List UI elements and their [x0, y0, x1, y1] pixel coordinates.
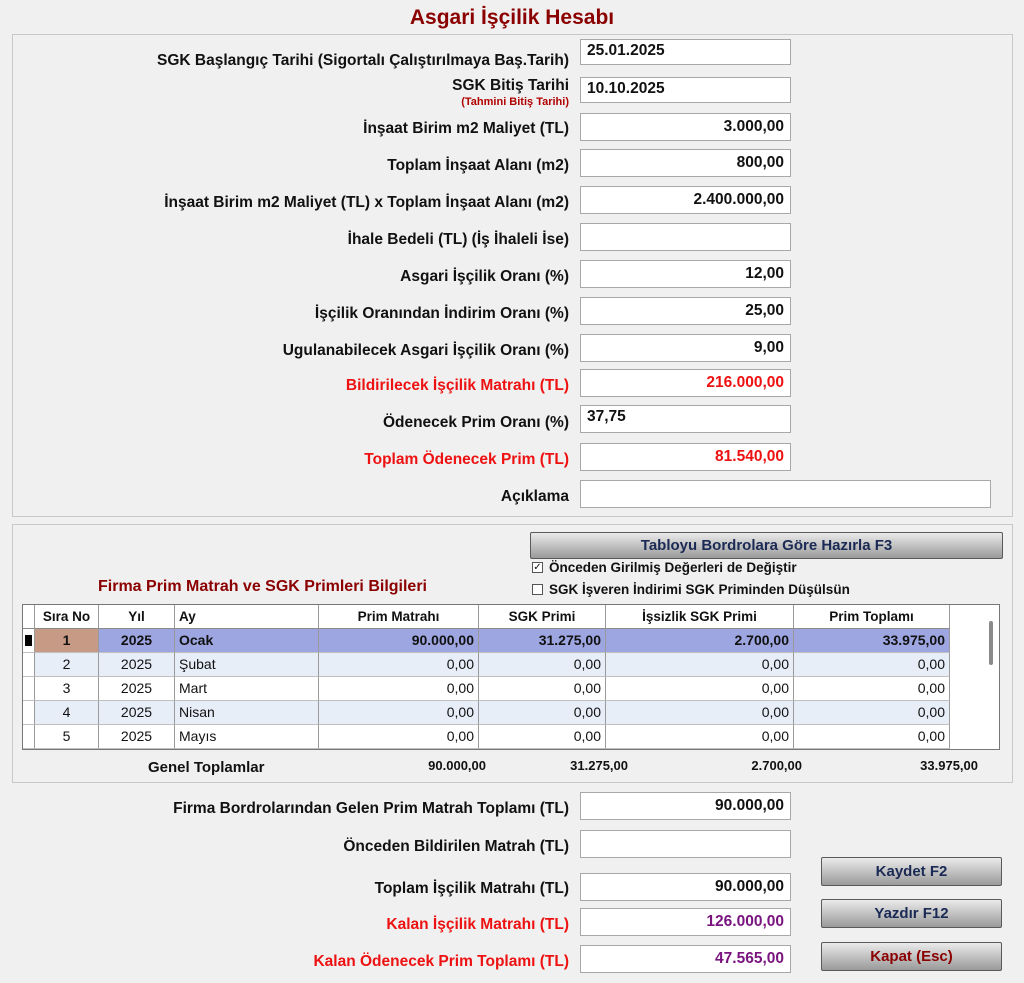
- total-prim-matrahi: 90.000,00: [428, 758, 486, 773]
- payroll-base-label: Firma Bordrolarından Gelen Prim Matrah Toplamı (TL): [173, 800, 569, 817]
- cell-prim-matrahi[interactable]: 0,00: [319, 725, 479, 749]
- checkbox-change-previous-label: Önceden Girilmiş Değerleri de Değiştir: [549, 560, 797, 575]
- column-header-yil[interactable]: Yıl: [99, 605, 175, 629]
- column-header-sira[interactable]: Sıra No: [35, 605, 99, 629]
- table-header-row: [23, 605, 950, 629]
- column-header-sgk-primi[interactable]: SGK Primi: [479, 605, 606, 629]
- min-labor-rate-input[interactable]: 12,00: [580, 260, 791, 288]
- applicable-rate-label: Ugulanabilecek Asgari İşçilik Oranı (%): [282, 342, 569, 359]
- cell-prim-toplami[interactable]: 0,00: [794, 677, 950, 701]
- cell-prim-toplami[interactable]: 0,00: [794, 725, 950, 749]
- area-input[interactable]: 800,00: [580, 149, 791, 177]
- checkbox-unchecked-icon[interactable]: [532, 584, 543, 595]
- row-indicator-header: [23, 605, 35, 629]
- total-premium-input[interactable]: 81.540,00: [580, 443, 791, 471]
- cell-prim-toplami[interactable]: 0,00: [794, 701, 950, 725]
- cell-sgk-primi[interactable]: 0,00: [479, 725, 606, 749]
- cell-issizlik[interactable]: 0,00: [606, 653, 794, 677]
- table-scrollbar[interactable]: [989, 621, 993, 665]
- cell-yil[interactable]: 2025: [99, 653, 175, 677]
- cell-sgk-primi[interactable]: 31.275,00: [479, 629, 606, 653]
- table-row[interactable]: [23, 725, 950, 749]
- sgk-end-sublabel: (Tahmini Bitiş Tarihi): [461, 96, 569, 108]
- sgk-start-label: SGK Başlangıç Tarihi (Sigortalı Çalıştırılmaya Baş.Tarih): [156, 52, 569, 69]
- description-label: Açıklama: [500, 488, 569, 505]
- cell-ay[interactable]: Ocak: [175, 629, 319, 653]
- current-row-icon: [25, 635, 32, 646]
- close-button[interactable]: Kapat (Esc): [821, 942, 1002, 971]
- remaining-base-label: Kalan İşçilik Matrahı (TL): [386, 916, 569, 933]
- cell-yil[interactable]: 2025: [99, 677, 175, 701]
- declared-base-input[interactable]: 216.000,00: [580, 369, 791, 397]
- total-issizlik: 2.700,00: [751, 758, 802, 773]
- cell-prim-toplami[interactable]: 33.975,00: [794, 629, 950, 653]
- column-header-issizlik[interactable]: İşsizlik SGK Primi: [606, 605, 794, 629]
- row-indicator: [23, 677, 35, 701]
- cell-issizlik[interactable]: 2.700,00: [606, 629, 794, 653]
- applicable-rate-input[interactable]: 9,00: [580, 334, 791, 362]
- totals-label: Genel Toplamlar: [148, 759, 265, 776]
- premium-rate-input[interactable]: 37,75: [580, 405, 791, 433]
- cell-yil[interactable]: 2025: [99, 725, 175, 749]
- cost-x-area-input[interactable]: 2.400.000,00: [580, 186, 791, 214]
- remaining-premium-input[interactable]: 47.565,00: [580, 945, 791, 973]
- sgk-end-input[interactable]: 10.10.2025: [580, 77, 791, 103]
- prev-declared-input[interactable]: [580, 830, 791, 858]
- cell-yil[interactable]: 2025: [99, 701, 175, 725]
- discount-rate-label: İşçilik Oranından İndirim Oranı (%): [314, 305, 569, 322]
- cell-sgk-primi[interactable]: 0,00: [479, 677, 606, 701]
- remaining-base-input[interactable]: 126.000,00: [580, 908, 791, 936]
- total-sgk-primi: 31.275,00: [570, 758, 628, 773]
- cell-sira[interactable]: 2: [35, 653, 99, 677]
- cost-x-area-label: İnşaat Birim m2 Maliyet (TL) x Toplam İnşaat Alanı (m2): [164, 194, 569, 211]
- prev-declared-label: Önceden Bildirilen Matrah (TL): [343, 838, 569, 855]
- row-indicator: [23, 653, 35, 677]
- cell-prim-matrahi[interactable]: 0,00: [319, 677, 479, 701]
- cell-sira[interactable]: 5: [35, 725, 99, 749]
- cell-issizlik[interactable]: 0,00: [606, 677, 794, 701]
- unit-cost-label: İnşaat Birim m2 Maliyet (TL): [363, 120, 569, 137]
- print-button[interactable]: Yazdır F12: [821, 899, 1002, 928]
- remaining-premium-label: Kalan Ödenecek Prim Toplamı (TL): [313, 953, 569, 970]
- premium-table[interactable]: [22, 604, 1000, 750]
- min-labor-rate-label: Asgari İşçilik Oranı (%): [400, 268, 569, 285]
- row-indicator: [23, 725, 35, 749]
- prepare-table-button[interactable]: Tabloyu Bordrolara Göre Hazırla F3: [530, 532, 1003, 559]
- tender-label: İhale Bedeli (TL) (İş İhaleli İse): [347, 231, 569, 248]
- cell-issizlik[interactable]: 0,00: [606, 725, 794, 749]
- cell-ay[interactable]: Mart: [175, 677, 319, 701]
- cell-sgk-primi[interactable]: 0,00: [479, 701, 606, 725]
- table-section-title: Firma Prim Matrah ve SGK Primleri Bilgileri: [98, 578, 427, 595]
- checkbox-change-previous[interactable]: [532, 560, 797, 575]
- checkbox-checked-icon[interactable]: ✓: [533, 562, 542, 573]
- row-indicator: [23, 629, 35, 653]
- cell-ay[interactable]: Şubat: [175, 653, 319, 677]
- area-label: Toplam İnşaat Alanı (m2): [387, 157, 569, 174]
- sgk-start-input[interactable]: 25.01.2025: [580, 39, 791, 65]
- discount-rate-input[interactable]: 25,00: [580, 297, 791, 325]
- column-header-prim-matrahi[interactable]: Prim Matrahı: [319, 605, 479, 629]
- column-header-prim-toplami[interactable]: Prim Toplamı: [794, 605, 950, 629]
- cell-prim-toplami[interactable]: 0,00: [794, 653, 950, 677]
- premium-rate-label: Ödenecek Prim Oranı (%): [382, 414, 569, 431]
- row-indicator: [23, 701, 35, 725]
- cell-prim-matrahi[interactable]: 0,00: [319, 701, 479, 725]
- description-input[interactable]: [580, 480, 991, 508]
- table-row[interactable]: [23, 701, 950, 725]
- table-row[interactable]: [23, 629, 950, 653]
- checkbox-employer-discount[interactable]: [532, 582, 850, 597]
- cell-prim-matrahi[interactable]: 90.000,00: [319, 629, 479, 653]
- window-title: Asgari İşçilik Hesabı: [409, 6, 615, 29]
- cell-ay[interactable]: Mayıs: [175, 725, 319, 749]
- total-labor-base-input[interactable]: 90.000,00: [580, 873, 791, 901]
- unit-cost-input[interactable]: 3.000,00: [580, 113, 791, 141]
- table-row[interactable]: [23, 653, 950, 677]
- total-labor-base-label: Toplam İşçilik Matrahı (TL): [374, 880, 569, 897]
- total-prim-toplami: 33.975,00: [920, 758, 978, 773]
- total-premium-label: Toplam Ödenecek Prim (TL): [364, 451, 569, 468]
- table-row[interactable]: [23, 677, 950, 701]
- cell-ay[interactable]: Nisan: [175, 701, 319, 725]
- cell-sira[interactable]: 3: [35, 677, 99, 701]
- cell-sgk-primi[interactable]: 0,00: [479, 653, 606, 677]
- tender-input[interactable]: [580, 223, 791, 251]
- cell-issizlik[interactable]: 0,00: [606, 701, 794, 725]
- cell-sira[interactable]: 4: [35, 701, 99, 725]
- column-header-ay[interactable]: Ay: [175, 605, 319, 629]
- checkbox-employer-discount-label: SGK İşveren İndirimi SGK Priminden Düşülsün: [549, 582, 850, 597]
- sgk-end-label: SGK Bitiş Tarihi: [452, 77, 569, 94]
- cell-yil[interactable]: 2025: [99, 629, 175, 653]
- cell-prim-matrahi[interactable]: 0,00: [319, 653, 479, 677]
- save-button[interactable]: Kaydet F2: [821, 857, 1002, 886]
- cell-sira[interactable]: 1: [35, 629, 99, 653]
- declared-base-label: Bildirilecek İşçilik Matrahı (TL): [345, 377, 569, 394]
- payroll-base-input[interactable]: 90.000,00: [580, 792, 791, 820]
